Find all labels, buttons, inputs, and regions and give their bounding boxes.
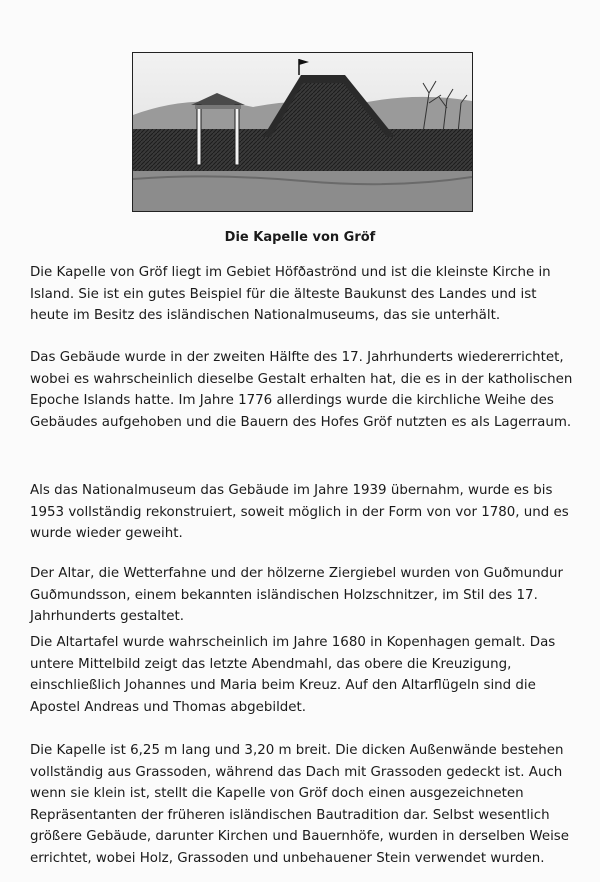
document-title: Die Kapelle von Gröf — [224, 230, 376, 245]
paragraph-altarpiece: Die Altartafel wurde wahrscheinlich im Jahre 1680 in Kopenhagen gemalt. Das untere Mittelbild zeigt das letzte Abendmahl, das obere die Kreuzigung, einschließlich Johannes und Maria beim Kreuz. Auf den Altarflügeln sind die Apostel Andreas und Thomas abgebildet. — [30, 635, 556, 715]
paragraph-location: Die Kapelle von Gröf liegt im Gebiet Höfðaströnd und ist die kleinste Kirche in Island. Sie ist ein gutes Beispiel für die älteste Baukunst des Landes und ist heute im Besitz des isländischen Nationalmuseums, das sie unterhält. — [30, 265, 551, 323]
chapel-photo — [132, 52, 473, 212]
chapel-photo-drawing — [133, 53, 472, 211]
paragraph-restoration: Als das Nationalmuseum das Gebäude im Jahre 1939 übernahm, wurde es bis 1953 vollständig rekonstruiert, soweit möglich in der Form von vor 1780, und es wurde wieder geweiht. — [30, 483, 569, 541]
paragraph-altar: Der Altar, die Wetterfahne und der hölzerne Ziergiebel wurden von Guðmundur Guðmundsson, einem bekannten isländischen Holzschnitzer, im Stil des 17. Jahrhunderts gestaltet. — [30, 566, 564, 624]
paragraph-history: Das Gebäude wurde in der zweiten Hälfte des 17. Jahrhunderts wiedererrichtet, wobei es wahrscheinlich dieselbe Gestalt erhalten hat, die es in der katholischen Epoche Islands hatte. Im Jahre 1776 allerdings wurde die kirchliche Weihe des Gebäudes aufgehoben und die Bauern des Hofes Gröf nutzten es als Lagerraum. — [30, 350, 573, 430]
paragraph-dimensions: Die Kapelle ist 6,25 m lang und 3,20 m breit. Die dicken Außenwände bestehen vollständig aus Grassoden, während das Dach mit Grassoden gedeckt ist. Auch wenn sie klein ist, stellt die Kapelle von Gröf doch einen ausgezeichneten Repräsentanten der früheren isländischen Bautradition dar. Selbst wesentlich größere Gebäude, darunter Kirchen und Bauernhöfe, wurden in derselben Weise errichtet, wobei Holz, Grassoden und unbehauener Stein verwendet wurden. — [30, 743, 570, 866]
